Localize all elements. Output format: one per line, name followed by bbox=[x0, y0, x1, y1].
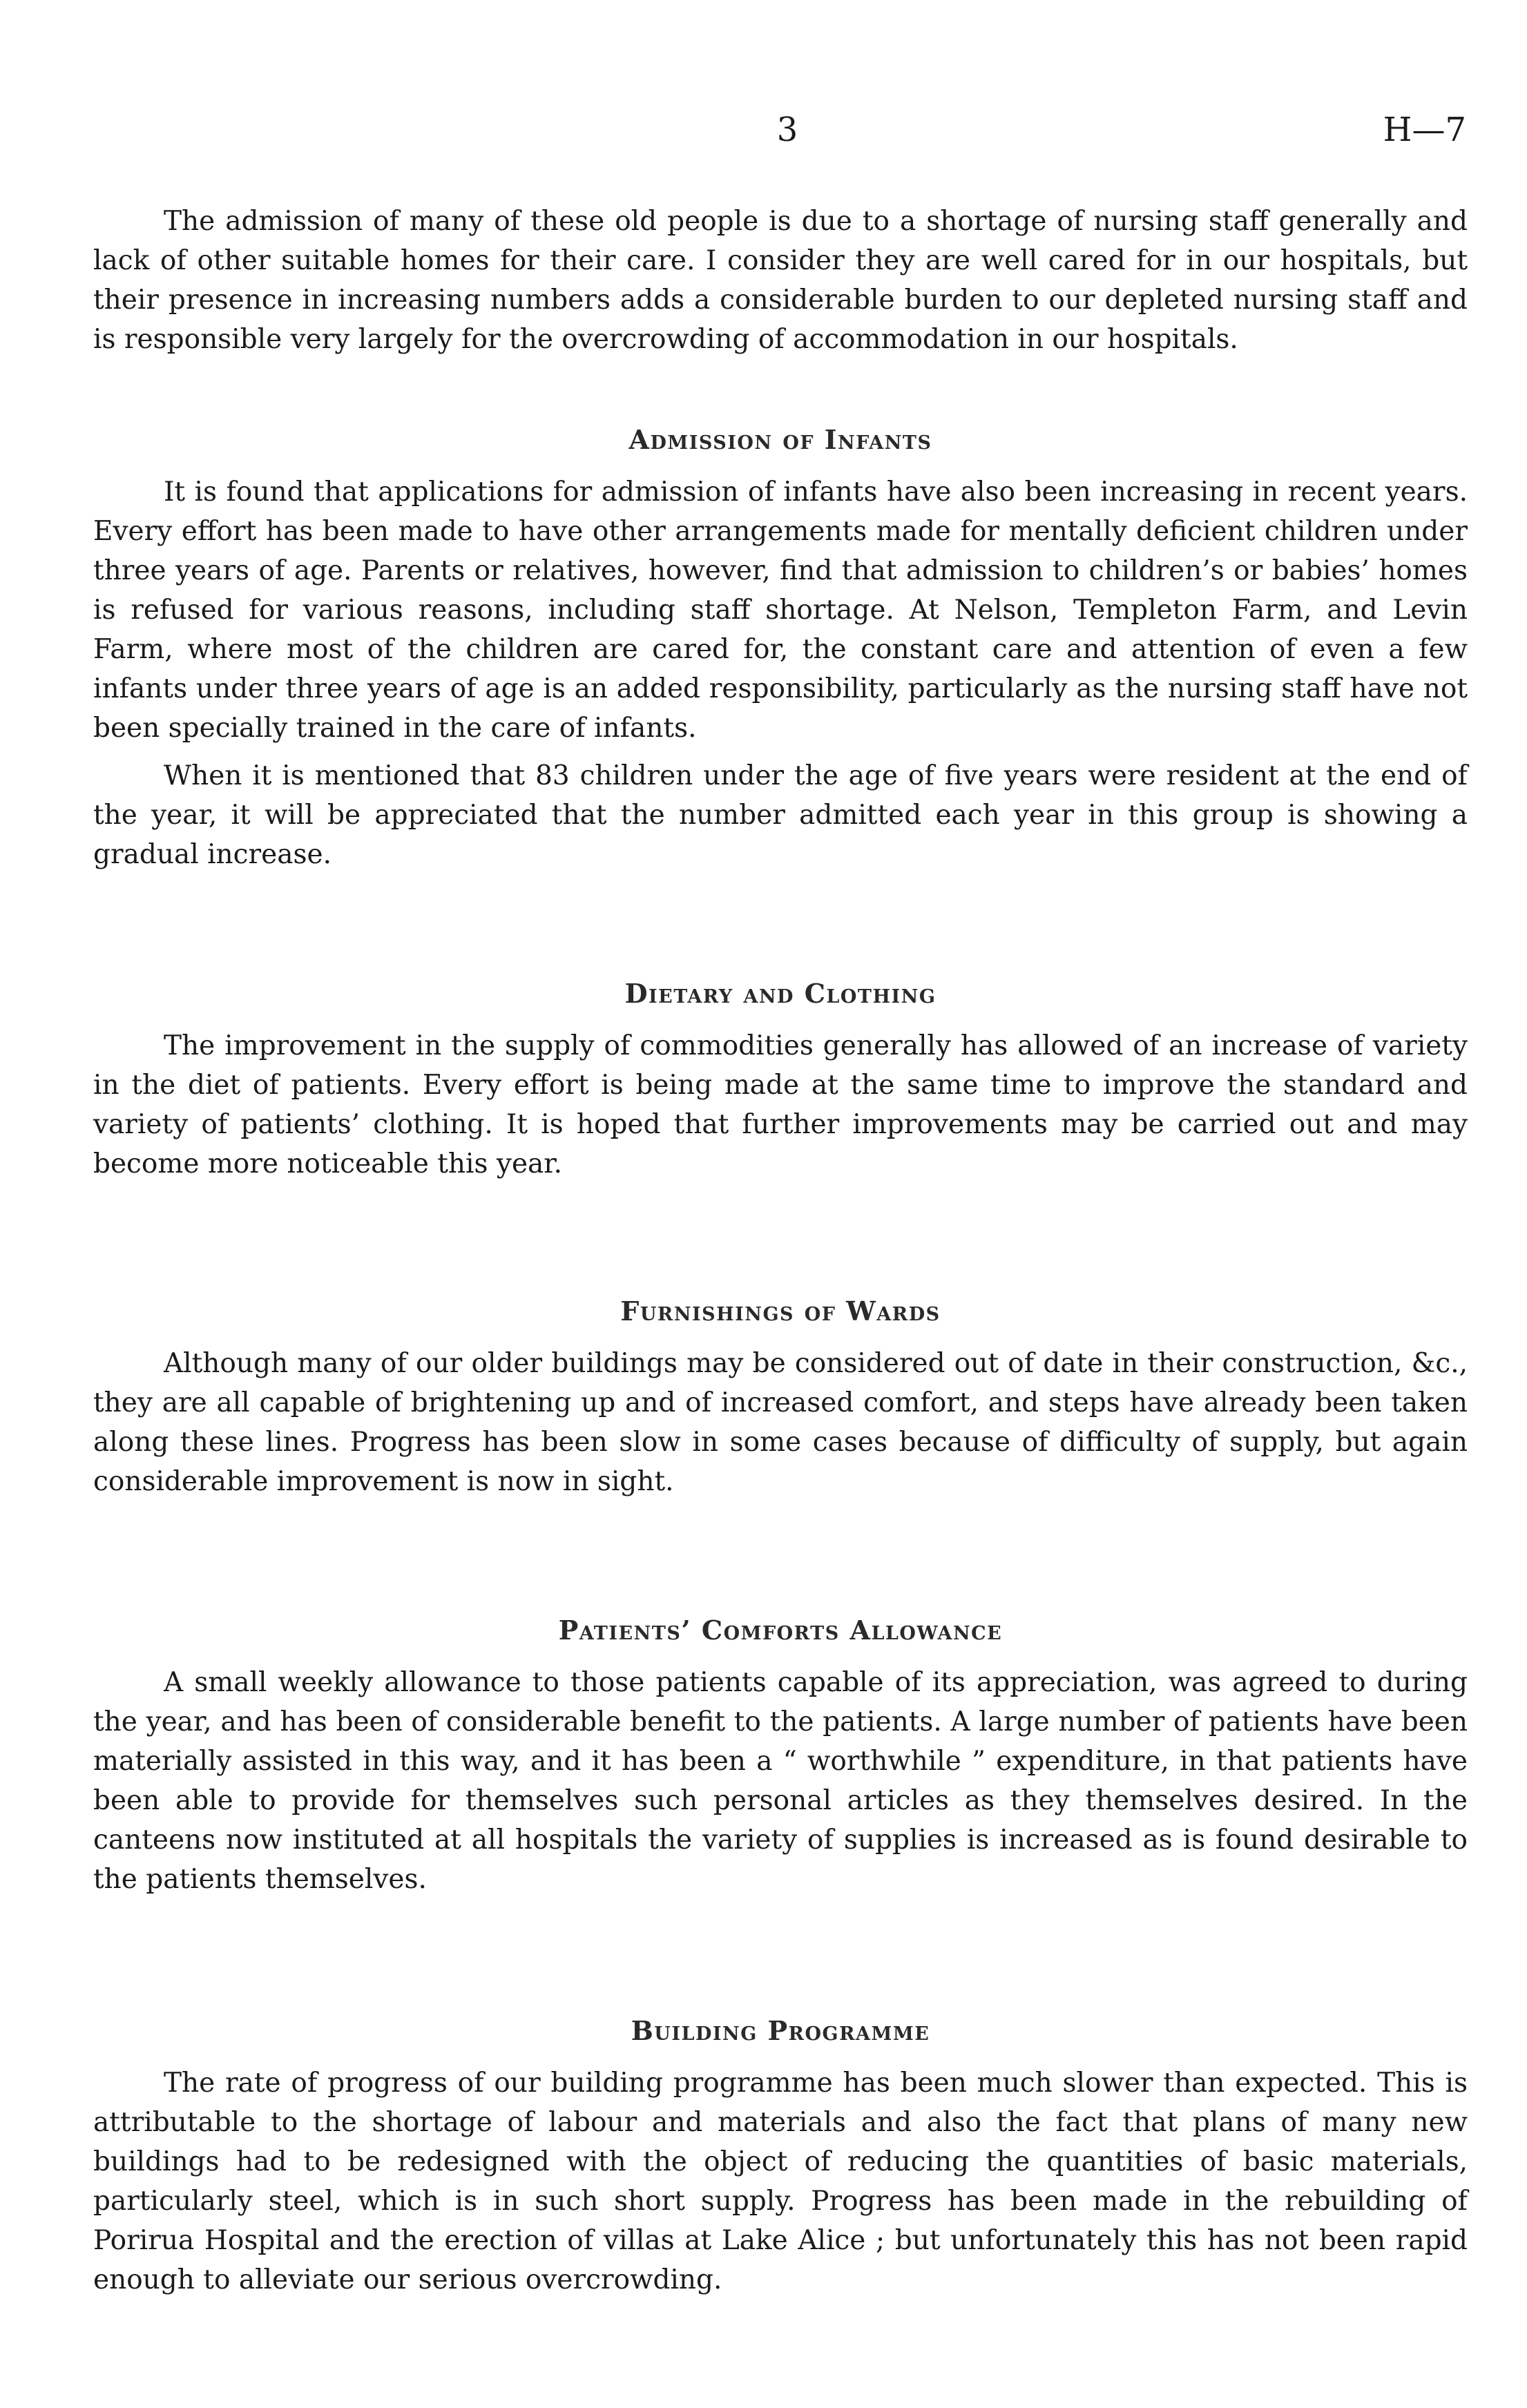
section-heading: Patients’ Comforts Allowance bbox=[558, 1615, 1003, 1646]
section-paragraph: A small weekly allowance to those patients capable of its appreciation, was agreed to during the year, and has been of considerable benefit to the patients. A large number of patients have been materially assisted in this way, and it has been a “ worthwhile ” expenditure, in that patients have been able to provide for themselves such personal articles as they themselves desired. In the canteens now instituted at all hospitals the variety of supplies is increased as is found desirable to the patients themselves. bbox=[93, 1667, 1468, 1895]
page-number: 3 bbox=[776, 110, 798, 149]
section-heading: Admission of Infants bbox=[628, 424, 932, 455]
section-paragraph: When it is mentioned that 83 children under the age of five years were resident at the end of the year, it will be appreciated that the number admitted each year in this group is showing a gradual increase. bbox=[93, 760, 1468, 870]
section-paragraph: Although many of our older buildings may be considered out of date in their construction, &c., they are all capable of brightening up and of increased comfort, and steps have already been taken along these lines. Progress has been slow in some cases because of difficulty of supply, but again considerable improvement is now in sight. bbox=[93, 1348, 1468, 1497]
page-content bbox=[93, 202, 1468, 2308]
section-heading: Building Programme bbox=[631, 2015, 930, 2046]
section-paragraph: It is found that applications for admission of infants have also been increasing in recent years. Every effort has been made to have other arrangements made for mentally deficient children under three years of age. Parents or relatives, however, find that admission to children’s or babies’ homes is refused for various reasons, including staff shortage. At Nelson, Templeton Farm, and Levin Farm, where most of the children are cared for, the constant care and attention of even a few infants under three years of age is an added responsibility, particularly as the nursing staff have not been specially trained in the care of infants. bbox=[93, 476, 1468, 744]
section-heading: Furnishings of Wards bbox=[620, 1295, 941, 1327]
section-patients-comforts-allowance bbox=[93, 1613, 1468, 1899]
document-reference: H—7 bbox=[1383, 110, 1466, 149]
section-furnishings-of-wards bbox=[93, 1294, 1468, 1501]
section-dietary-and-clothing bbox=[93, 976, 1468, 1184]
intro-paragraph: The admission of many of these old people is due to a shortage of nursing staff generally and lack of other suitable homes for their care. I consider they are well cared for in our hospitals, but their presence in increasing numbers adds a considerable burden to our depleted nursing staff and is responsible very largely for the overcrowding of accommodation in our hospitals. bbox=[93, 206, 1468, 355]
section-heading: Dietary and Clothing bbox=[624, 978, 937, 1009]
section-paragraph: The rate of progress of our building programme has been much slower than expected. This is attributable to the shortage of labour and materials and also the fact that plans of many new buildings had to be redesigned with the object of reducing the quantities of basic materials, particularly steel, which is in such short supply. Progress has been made in the rebuilding of Porirua Hospital and the erection of villas at Lake Alice ; but unfortunately this has not been rapid enough to alleviate our serious overcrowding. bbox=[93, 2068, 1468, 2295]
section-building-programme bbox=[93, 2014, 1468, 2300]
section-admission-of-infants bbox=[93, 423, 1468, 874]
section-paragraph: The improvement in the supply of commodities generally has allowed of an increase of variety in the diet of patients. Every effort is being made at the same time to improve the standard and variety of patients’ clothing. It is hoped that further improvements may be carried out and may become more noticeable this year. bbox=[93, 1030, 1468, 1179]
